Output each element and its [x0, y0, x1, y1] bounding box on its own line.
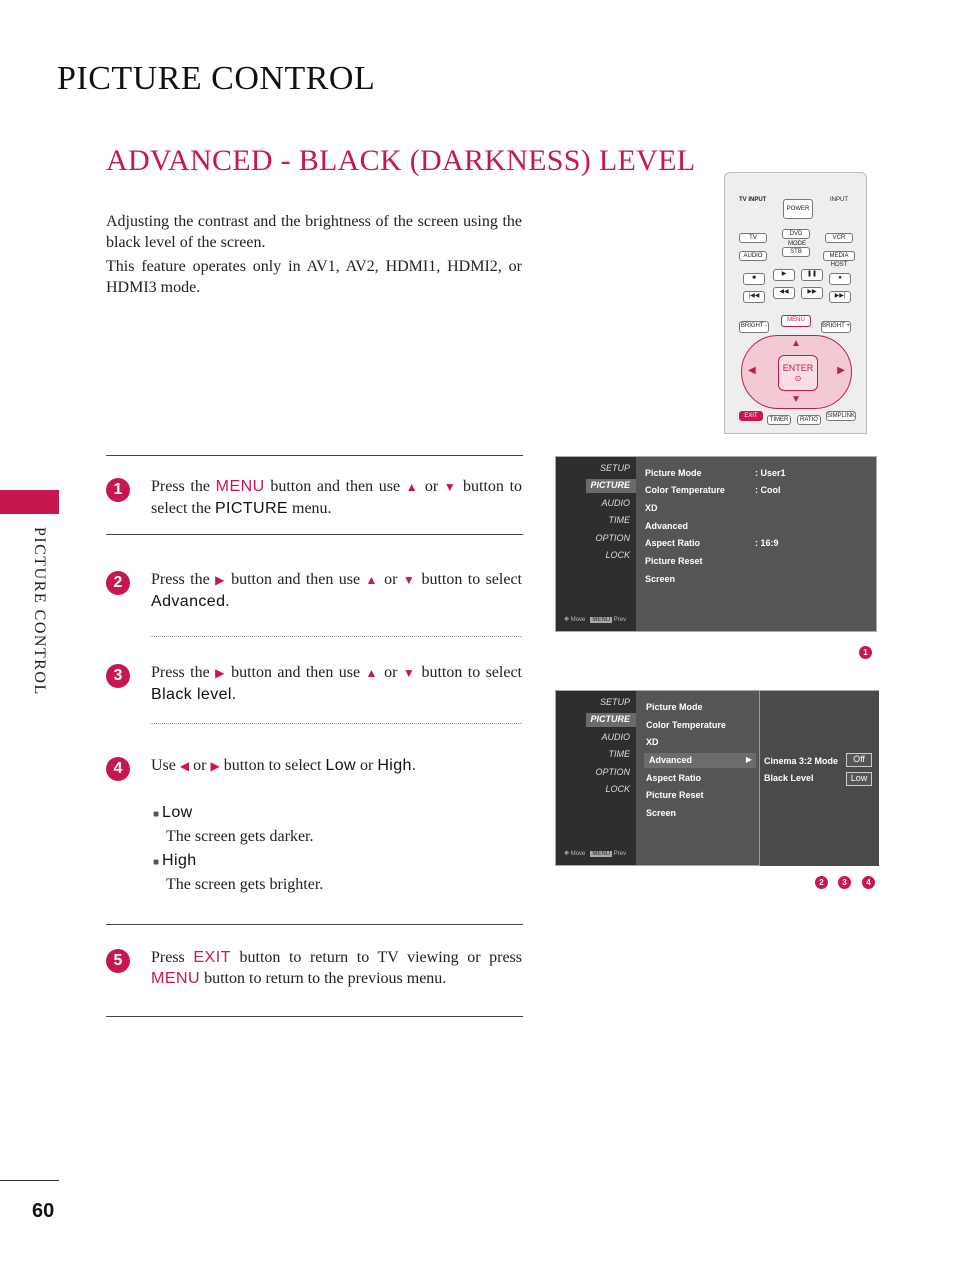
pause-icon: ❚❚: [801, 269, 823, 281]
step-number: 5: [106, 949, 130, 973]
section-title: ADVANCED - BLACK (DARKNESS) LEVEL: [106, 144, 696, 177]
intro-paragraph-2: This feature operates only in AV1, AV2, HDMI1, HDMI2, or HDMI3 mode.: [106, 258, 522, 296]
osd-sidebar-time: TIME: [608, 515, 630, 525]
low-label: Low: [325, 757, 357, 774]
tv-mode-button: TV: [739, 233, 767, 243]
step-badge: 4: [862, 876, 875, 889]
step-text: Press the MENU button and then use ▲ or ▼ button to select the PICTURE menu.: [151, 478, 523, 517]
step-number: 4: [106, 757, 130, 781]
osd-screenshot-advanced-menu: [555, 690, 879, 866]
remote-control-illustration: [724, 172, 867, 434]
simplink-button: SIMPLINK: [827, 413, 856, 419]
enter-button: ENTER ⊙: [778, 355, 818, 391]
down-arrow-icon: ▼: [402, 666, 417, 680]
osd-value-color-temperature: : Cool: [755, 485, 781, 495]
osd-sidebar-audio: AUDIO: [601, 732, 630, 742]
osd-item-picture-mode: Picture Mode: [646, 702, 703, 712]
up-arrow-icon: ▲: [365, 573, 379, 587]
up-arrow-icon: ▲: [365, 666, 379, 680]
down-arrow-icon: ▼: [791, 394, 801, 405]
footer-rule: [0, 1180, 59, 1181]
page-number: 60: [32, 1200, 55, 1222]
step-2: [106, 569, 522, 612]
osd-value-cinema-mode: Off: [846, 753, 872, 767]
step-badge: 2: [815, 876, 828, 889]
side-section-label: PICTURE CONTROL: [31, 527, 48, 696]
step-text: Press the ▶ button and then use ▲ or ▼ button to select Advanced.: [151, 571, 522, 610]
osd-sidebar-option: OPTION: [595, 533, 630, 543]
divider: [106, 1016, 523, 1017]
osd-item-aspect-ratio: Aspect Ratio: [646, 773, 702, 783]
menu-key-label: MENU: [151, 970, 201, 987]
skip-forward-icon: ▶▶|: [829, 291, 851, 303]
high-label: High: [377, 757, 412, 774]
osd-sidebar: [556, 691, 636, 865]
intro-paragraph-1: Adjusting the contrast and the brightness of the screen using the black level of the screen.: [106, 213, 522, 251]
osd-sidebar-setup: SETUP: [599, 697, 630, 707]
stb-mode-button: STB: [782, 247, 810, 257]
step-3: [106, 662, 522, 705]
step-4: [106, 755, 522, 777]
bright-plus-button: BRIGHT +: [821, 321, 851, 333]
divider: [106, 924, 523, 925]
bullet-square-icon: ■: [153, 809, 160, 820]
step-text: Use ◀ or ▶ button to select Low or High.: [151, 757, 416, 774]
advanced-label: Advanced: [151, 593, 226, 610]
exit-key-label: EXIT: [193, 949, 231, 966]
osd-item-aspect-ratio: Aspect Ratio: [645, 538, 701, 548]
timer-button: TIMER: [767, 415, 791, 425]
left-arrow-icon: ◀: [748, 365, 756, 376]
osd-item-color-temperature: Color Temperature: [646, 720, 726, 730]
osd-sidebar-time: TIME: [608, 749, 630, 759]
osd-item-xd: XD: [646, 737, 659, 747]
step-text: Press EXIT button to return to TV viewing or press MENU button to return to the previous menu.: [151, 949, 522, 987]
input-label: INPUT: [830, 197, 848, 203]
mode-label: MODE: [788, 241, 806, 247]
skip-back-icon: |◀◀: [743, 291, 765, 303]
tv-input-label: TV INPUT: [739, 197, 767, 203]
step-number: 1: [106, 478, 130, 502]
down-arrow-icon: ▼: [443, 480, 458, 494]
vcr-mode-button: VCR: [825, 233, 853, 243]
step-5: [106, 947, 522, 989]
bullet-square-icon: ■: [153, 857, 160, 868]
side-tab-marker: [0, 490, 59, 514]
fast-forward-icon: ▶▶: [801, 287, 823, 299]
osd-subitem-cinema-mode: Cinema 3:2 Mode: [764, 756, 839, 766]
osd-value-aspect-ratio: : 16:9: [755, 538, 779, 548]
option-high-description: The screen gets brighter.: [166, 876, 324, 893]
osd-item-picture-reset: Picture Reset: [646, 790, 704, 800]
left-arrow-icon: ◀: [179, 759, 190, 773]
osd-item-screen: Screen: [645, 574, 676, 584]
osd-sidebar-lock: LOCK: [605, 784, 630, 794]
osd-screenshot-picture-menu: [555, 456, 877, 632]
media-host-mode-button: MEDIA HOST: [823, 251, 855, 261]
osd-item-color-temperature: Color Temperature: [645, 485, 725, 495]
black-level-label: Black level: [151, 686, 232, 703]
osd-footer: ✥ Move MENU Prev: [564, 617, 627, 623]
audio-mode-button: AUDIO: [739, 251, 767, 261]
divider: [106, 455, 523, 456]
rewind-icon: ◀◀: [773, 287, 795, 299]
right-arrow-icon: ▶: [837, 365, 845, 376]
step-1: [106, 476, 522, 519]
step-text: Press the ▶ button and then use ▲ or ▼ button to select Black level.: [151, 664, 522, 703]
step-badge: 1: [859, 646, 872, 659]
osd-sidebar-picture: PICTURE: [590, 480, 630, 490]
right-arrow-icon: ▶: [215, 666, 226, 680]
play-icon: ▶: [773, 269, 795, 281]
osd-item-advanced-selected: Advanced ▶: [644, 753, 756, 768]
step-number: 2: [106, 571, 130, 595]
option-high-title: ■ High: [153, 852, 197, 869]
step-number: 3: [106, 664, 130, 688]
power-button: POWER: [783, 199, 813, 219]
navigation-dpad: [741, 335, 852, 409]
ratio-button: RATIO: [797, 415, 821, 425]
menu-key-label: MENU: [215, 478, 265, 495]
osd-item-screen: Screen: [646, 808, 677, 818]
up-arrow-icon: ▲: [791, 338, 801, 349]
right-arrow-icon: ▶: [215, 573, 226, 587]
up-arrow-icon: ▲: [405, 480, 420, 494]
dotted-divider: [150, 723, 521, 724]
osd-subitem-black-level: Black Level: [764, 773, 814, 783]
osd-value-picture-mode: : User1: [755, 468, 786, 478]
page-title: PICTURE CONTROL: [57, 60, 376, 97]
osd-sidebar-lock: LOCK: [605, 550, 630, 560]
intro-text: [106, 211, 522, 301]
dvd-mode-button: DVD: [782, 229, 810, 239]
record-icon: ●: [829, 273, 851, 285]
stop-icon: ■: [743, 273, 765, 285]
osd-sidebar-picture: PICTURE: [590, 714, 630, 724]
step-badge: 3: [838, 876, 851, 889]
osd-sidebar-audio: AUDIO: [601, 498, 630, 508]
menu-button: MENU: [781, 315, 811, 327]
osd-footer: ✥ Move MENU Prev: [564, 851, 627, 857]
osd-sidebar-option: OPTION: [595, 767, 630, 777]
osd-item-picture-mode: Picture Mode: [645, 468, 702, 478]
option-low-title: ■ Low: [153, 804, 193, 821]
option-low-description: The screen gets darker.: [166, 828, 314, 845]
exit-button: EXIT: [739, 411, 763, 421]
osd-submenu-panel: [759, 691, 879, 866]
bright-minus-button: BRIGHT -: [739, 321, 769, 333]
osd-value-black-level: Low: [846, 772, 872, 786]
osd-item-xd: XD: [645, 503, 658, 513]
submenu-arrow-icon: ▶: [745, 755, 752, 764]
dotted-divider: [150, 636, 521, 637]
osd-sidebar: [556, 457, 636, 631]
osd-item-advanced: Advanced: [645, 521, 689, 531]
osd-sidebar-setup: SETUP: [599, 463, 630, 473]
divider: [106, 534, 523, 535]
picture-label: PICTURE: [214, 500, 288, 517]
down-arrow-icon: ▼: [402, 573, 417, 587]
right-arrow-icon: ▶: [210, 759, 220, 773]
osd-item-picture-reset: Picture Reset: [645, 556, 703, 566]
